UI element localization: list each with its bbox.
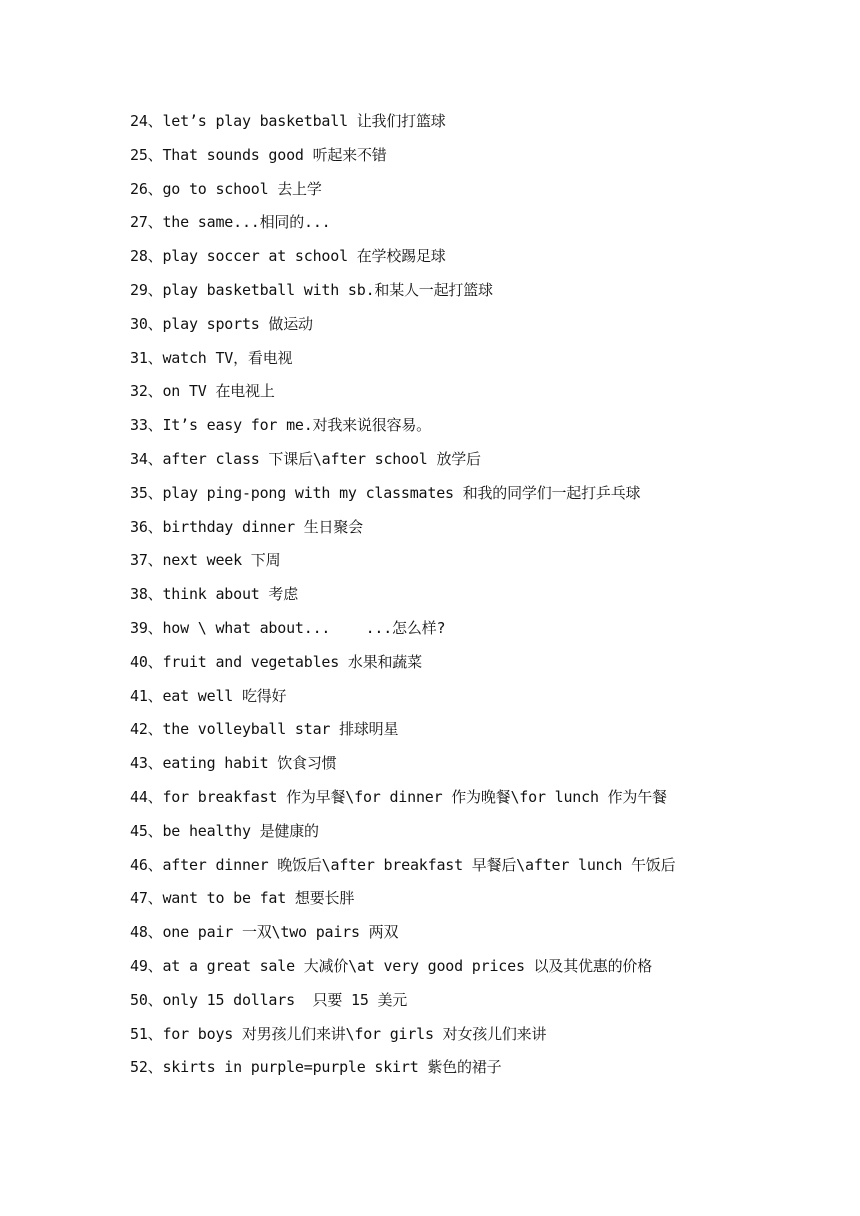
phrase-line-28: 28、play soccer at school 在学校踢足球 [130,247,446,266]
phrase-line-49: 49、at a great sale 大减价\at very good prices 以及其优惠的价格 [130,956,653,975]
phrase-line-31: 31、watch TV，看电视 [130,348,293,367]
phrase-line-40: 40、fruit and vegetables 水果和蔬菜 [130,652,422,671]
phrase-line-33: 33、It’s easy for me.对我来说很容易。 [130,416,431,435]
phrase-line-35: 35、play ping-pong with my classmates 和我的同学们一起打乒乓球 [130,483,641,502]
phrase-line-29: 29、play basketball with sb.和某人一起打篮球 [130,280,493,299]
phrase-line-32: 32、on TV 在电视上 [130,382,275,401]
phrase-line-42: 42、the volleyball star 排球明星 [130,720,399,739]
phrase-line-50: 50、only 15 dollars 只要 15 美元 [130,990,408,1009]
phrase-line-44: 44、for breakfast 作为早餐\for dinner 作为晚餐\for lunch 作为午餐 [130,787,667,806]
phrase-line-37: 37、next week 下周 [130,551,281,570]
phrase-line-41: 41、eat well 吃得好 [130,686,287,705]
phrase-line-45: 45、be healthy 是健康的 [130,821,319,840]
phrase-line-43: 43、eating habit 饮食习惯 [130,754,337,773]
phrase-line-48: 48、one pair 一双\two pairs 两双 [130,923,399,942]
phrase-line-38: 38、think about 考虑 [130,585,299,604]
phrase-line-26: 26、go to school 去上学 [130,179,322,198]
phrase-line-27: 27、the same...相同的... [130,213,331,232]
phrase-line-39: 39、how \ what about... ...怎么样? [130,618,446,637]
phrase-line-34: 34、after class 下课后\after school 放学后 [130,449,481,468]
phrase-list [130,110,830,1090]
phrase-line-47: 47、want to be fat 想要长胖 [130,889,355,908]
phrase-line-25: 25、That sounds good 听起来不错 [130,145,387,164]
phrase-line-46: 46、after dinner 晚饭后\after breakfast 早餐后\after lunch 午饭后 [130,855,676,874]
phrase-line-52: 52、skirts in purple=purple skirt 紫色的裙子 [130,1058,502,1077]
phrase-line-30: 30、play sports 做运动 [130,314,313,333]
phrase-line-51: 51、for boys 对男孩儿们来讲\for girls 对女孩儿们来讲 [130,1024,547,1043]
phrase-line-24: 24、let’s play basketball 让我们打篮球 [130,112,446,130]
phrase-line-36: 36、birthday dinner 生日聚会 [130,517,363,536]
